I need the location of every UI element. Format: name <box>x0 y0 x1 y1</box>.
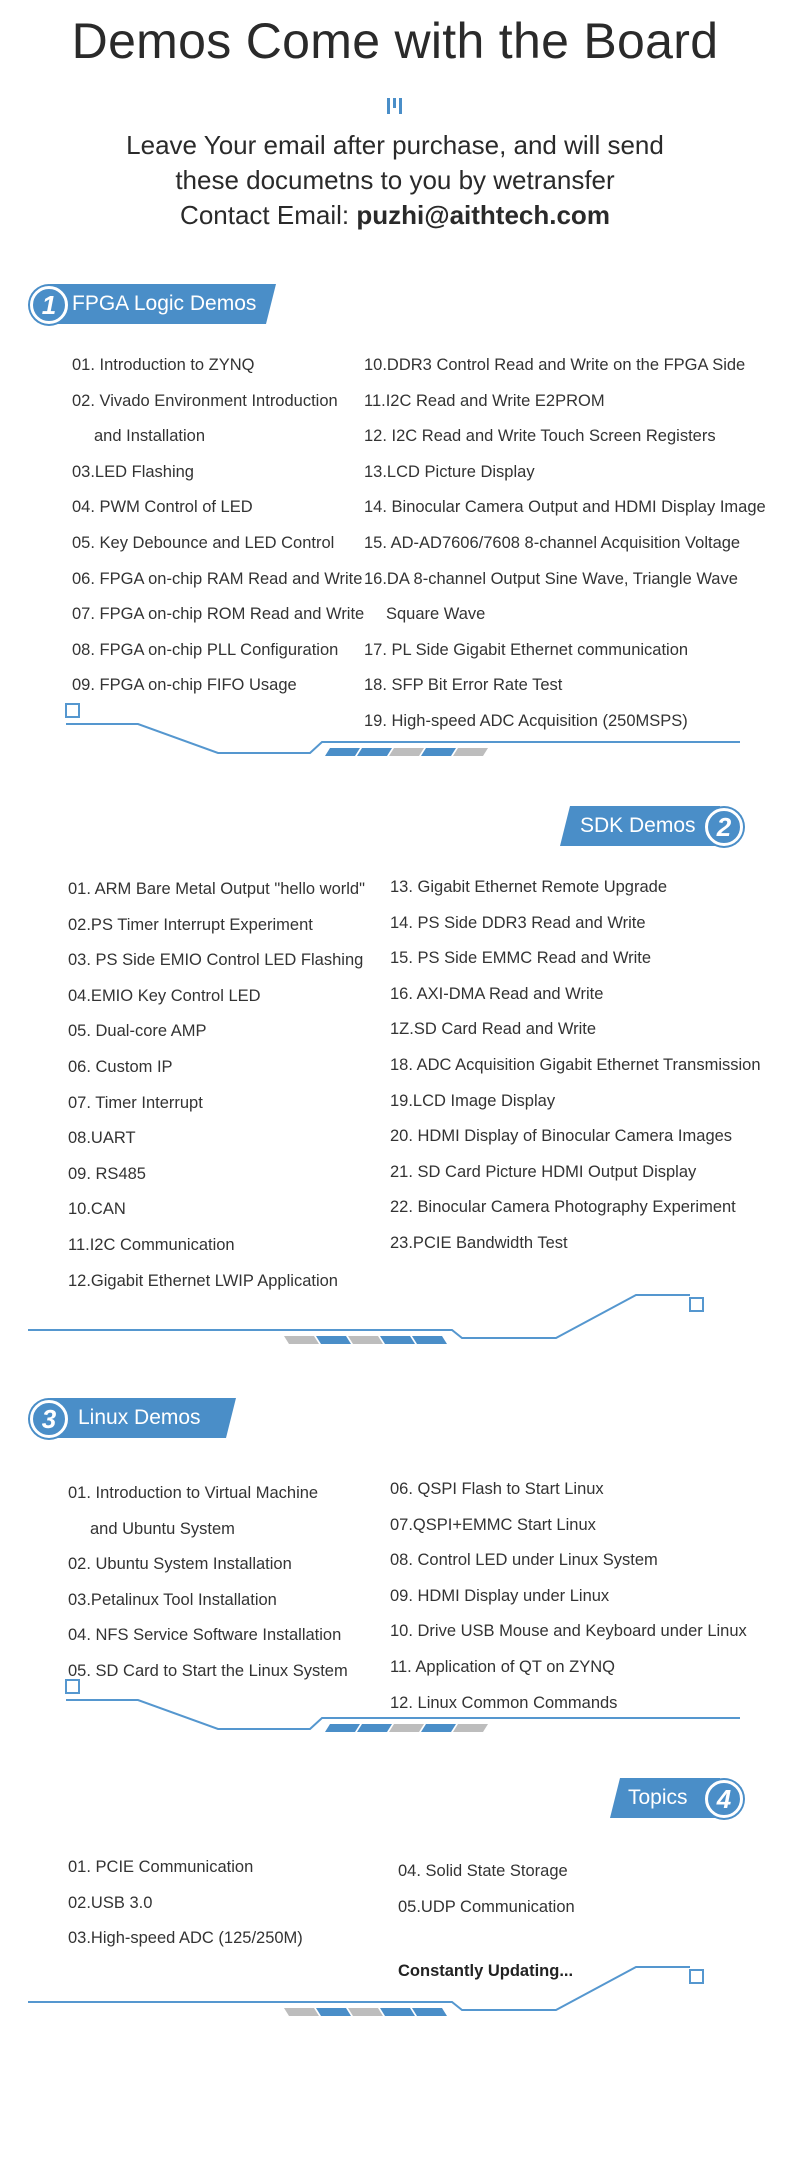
list-item: 09. FPGA on-chip FIFO Usage <box>72 676 297 695</box>
list-item: 12. I2C Read and Write Touch Screen Registers <box>364 427 716 446</box>
list-item: 20. HDMI Display of Binocular Camera Images <box>390 1127 733 1146</box>
list-item: 13.LCD Picture Display <box>364 462 535 481</box>
linux-circuit-decoration <box>0 1676 790 1746</box>
section-topics-number-badge: 4 <box>705 1780 743 1818</box>
list-item: 05. SD Card to Start the Linux System <box>68 1662 348 1680</box>
list-item: 08. FPGA on-chip PLL Configuration <box>72 640 339 659</box>
section-fpga-title: FPGA Logic Demos <box>72 292 257 315</box>
topics-circuit-decoration <box>0 1962 790 2032</box>
list-item: 02.USB 3.0 <box>68 1893 153 1912</box>
contact-email[interactable]: puzhi@aithtech.com <box>356 200 610 230</box>
list-item: 11. Application of QT on ZYNQ <box>390 1658 616 1676</box>
section-linux-number-badge: 3 <box>30 1400 68 1438</box>
list-item: 17. PL Side Gigabit Ethernet communication <box>364 640 689 659</box>
list-item: 02. Vivado Environment Introduction <box>72 391 338 410</box>
list-item: 10. Drive USB Mouse and Keyboard under Linux <box>390 1622 747 1641</box>
sdk-circuit-decoration <box>0 1290 790 1360</box>
list-item: 10.CAN <box>68 1200 126 1219</box>
list-item: 04. Solid State Storage <box>398 1862 568 1880</box>
section-linux-title: Linux Demos <box>78 1406 201 1429</box>
list-item: 02.PS Timer Interrupt Experiment <box>68 915 313 934</box>
contact-line <box>0 200 790 231</box>
list-item: 03. PS Side EMIO Control LED Flashing <box>68 951 364 970</box>
list-item: 11.I2C Read and Write E2PROM <box>364 391 605 410</box>
list-item: 10.DDR3 Control Read and Write on the FPGA Side <box>364 356 746 374</box>
section-fpga-number-badge: 1 <box>30 286 68 324</box>
title-divider-icon <box>383 96 407 118</box>
list-item: 04. PWM Control of LED <box>72 498 253 517</box>
list-item: 15. AD-AD7606/7608 8-channel Acquisition Voltage <box>364 534 741 552</box>
list-item: 01. ARM Bare Metal Output "hello world" <box>68 880 365 898</box>
list-item: 03.Petalinux Tool Installation <box>68 1590 277 1609</box>
list-item: 05. Dual-core AMP <box>68 1022 207 1041</box>
list-item: 12. Linux Common Commands <box>390 1693 618 1712</box>
list-item: 19.LCD Image Display <box>390 1091 556 1110</box>
updating-note: Constantly Updating... <box>398 1962 574 1980</box>
list-item: 06. Custom IP <box>68 1058 173 1076</box>
list-item: 23.PCIE Bandwidth Test <box>390 1234 568 1252</box>
list-item: 05. Key Debounce and LED Control <box>72 534 335 552</box>
list-item: 18. SFP Bit Error Rate Test <box>364 676 563 695</box>
list-item: 02. Ubuntu System Installation <box>68 1555 292 1574</box>
list-item: 14. Binocular Camera Output and HDMI Display Image <box>364 498 766 517</box>
list-item: 01. Introduction to Virtual Machine <box>68 1484 319 1502</box>
list-item: 01. PCIE Communication <box>68 1858 254 1876</box>
list-item: 04.EMIO Key Control LED <box>68 986 261 1005</box>
list-item: 08.UART <box>68 1129 136 1148</box>
section-sdk-number-badge: 2 <box>705 808 743 846</box>
list-item: 05.UDP Communication <box>398 1897 575 1916</box>
list-item: 19. High-speed ADC Acquisition (250MSPS) <box>364 712 688 730</box>
list-item: 18. ADC Acquisition Gigabit Ethernet Transmission <box>390 1056 761 1074</box>
section-topics-title: Topics <box>628 1786 688 1809</box>
list-item: 07. Timer Interrupt <box>68 1093 203 1112</box>
list-item: 07. FPGA on-chip ROM Read and Write <box>72 605 365 624</box>
list-item: and Installation <box>94 427 205 446</box>
list-item: 03.High-speed ADC (125/250M) <box>68 1929 303 1948</box>
list-item: 01. Introduction to ZYNQ <box>72 356 255 374</box>
fpga-circuit-decoration <box>0 700 790 770</box>
section-sdk-title: SDK Demos <box>580 814 696 837</box>
list-item: 07.QSPI+EMMC Start Linux <box>390 1515 596 1534</box>
list-item: 1Z.SD Card Read and Write <box>390 1020 597 1039</box>
list-item: 15. PS Side EMMC Read and Write <box>390 949 652 968</box>
list-item: 16.DA 8-channel Output Sine Wave, Triangle Wave <box>364 569 738 588</box>
list-item: 04. NFS Service Software Installation <box>68 1626 342 1645</box>
list-item: 06. QSPI Flash to Start Linux <box>390 1480 604 1498</box>
list-item: 22. Binocular Camera Photography Experiment <box>390 1198 736 1217</box>
list-item: 06. FPGA on-chip RAM Read and Write <box>72 569 363 588</box>
list-item: 09. RS485 <box>68 1164 146 1183</box>
list-item: 16. AXI-DMA Read and Write <box>390 984 604 1003</box>
contact-label: Contact Email: <box>180 200 357 230</box>
list-item: 12.Gigabit Ethernet LWIP Application <box>68 1271 338 1290</box>
list-item: 11.I2C Communication <box>68 1236 235 1254</box>
intro-line-2: these documetns to you by wetransfer <box>175 165 615 195</box>
list-item: 09. HDMI Display under Linux <box>390 1586 610 1605</box>
list-item: 08. Control LED under Linux System <box>390 1551 658 1570</box>
list-item: 21. SD Card Picture HDMI Output Display <box>390 1162 697 1181</box>
list-item: 13. Gigabit Ethernet Remote Upgrade <box>390 878 667 896</box>
list-item: 03.LED Flashing <box>72 462 194 481</box>
intro-line-1: Leave Your email after purchase, and will send <box>126 130 664 160</box>
list-item: and Ubuntu System <box>90 1519 235 1538</box>
page-title: Demos Come with the Board <box>71 13 719 69</box>
list-item: Square Wave <box>386 605 486 624</box>
list-item: 14. PS Side DDR3 Read and Write <box>390 913 646 932</box>
